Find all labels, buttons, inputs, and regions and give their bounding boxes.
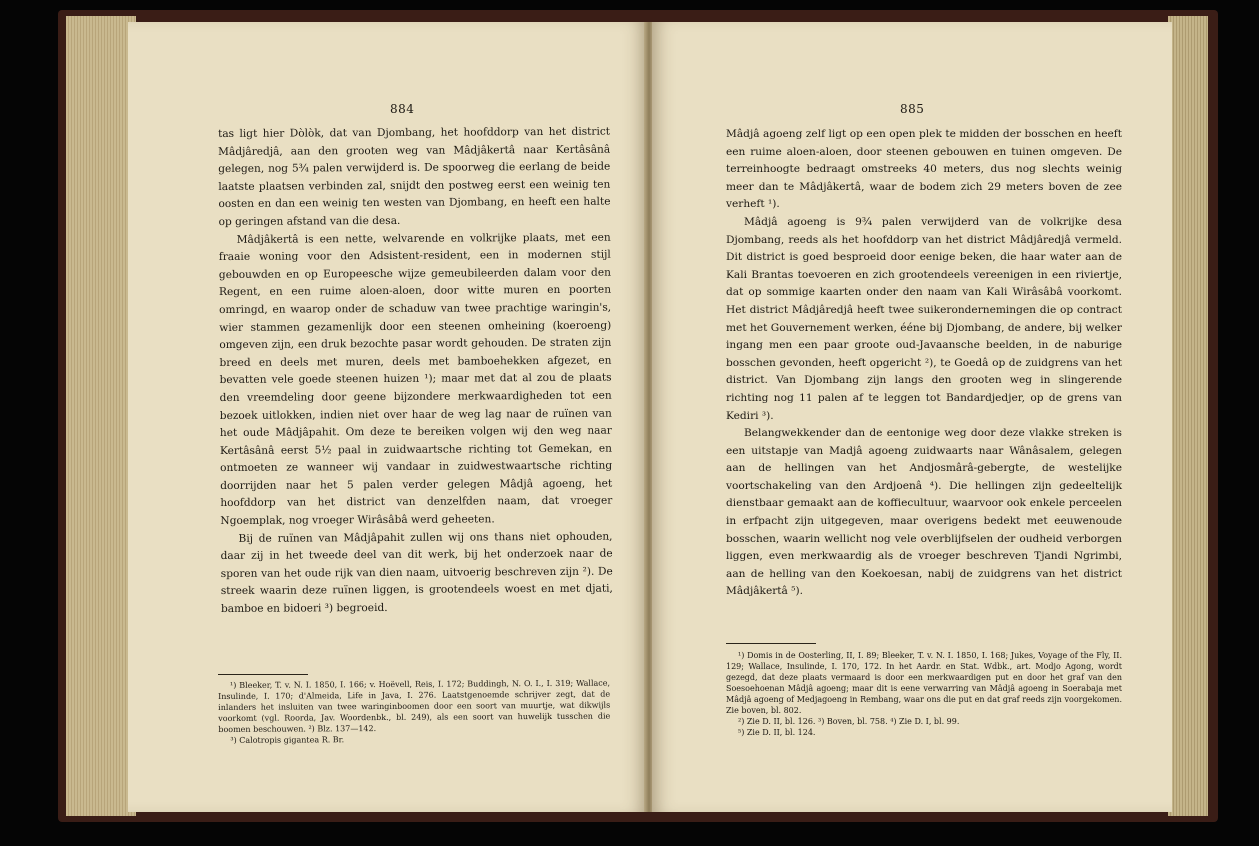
paragraph: Belangwekkender dan de eentonige weg door deze vlakke streken is een uitstapje van Madjâ agoeng zuidwaarts naar Wânâsalem, gelegen aan de hellingen van het Andjosmârâ-gebergte, de westelijke voortschakeling van den Ardjoenâ ⁴). Die hellingen zijn gedeeltelijk dienstbaar gemaakt aan de koffiecultuur, waarvoor ook enkele perceelen in erfpacht zijn uitgegeven, maar overigens bedekt met eeuwenoude bosschen, waarin wellicht nog vele overblijfselen der oudheid verborgen liggen, even merkwaardig als de vroeger beschreven Tjandi Ngrimbi, aan de helling van den Koekoesan, nabij de zuidgrens van het district Mâdjâkertâ ⁵). — [726, 427, 1122, 598]
paragraph: Mâdjâkertâ is een nette, welvarende en volkrijke plaats, met een fraaie woning voor den Adsistent-resident, een in modernen stijl gebouwden en op Europeesche wijze gemeubileerden dalam voor den Regent, en een ruime aloen-aloen, door witte muren en poorten omringd, en waarop onder de schaduw van twee prachtige waringin's, wier stammen gezamenlijk door een steenen omheining (koeroeng) omgeven zijn, een druk bezochte pasar wordt gehouden. De straten zijn breed en deels met muren, deels met bamboehekken afgezet, en bevatten vele goede steenen huizen ¹); maar met dat al zou de plaats den vreemdeling door geene bijzondere merkwaardigheden tot een bezoek uitlokken, indien niet over haar de weg lag naar de ruïnen van het oude Mâdjâpahit. Om deze te bereiken volgen wij den weg naar Kertâsânâ eerst 5½ paal in zuidwaartsche richting tot Gemekan, en ontmoeten ze wanneer wij vandaar in zuidwestwaartsche richting doorrijden naar het 5 palen verder gelegen Mâdjâ agoeng, het hoofddorp van het district van denzelfden naam, dat vroeger Ngoemplak, nog vroeger Wirâsâbâ werd geheeten. — [218, 231, 613, 528]
body-text — [218, 124, 613, 619]
paragraph: Bij de ruïnen van Mâdjâpahit zullen wij ons thans niet ophouden, daar zij in het tweede deel van dit werk, bij het onderzoek naar de sporen van het oude rijk van dien naam, uitvoerig beschreven zijn ²). De streek waarin deze ruïnen liggen, is grootendeels woest en met djati, bamboe en bidoeri ³) begroeid. — [220, 530, 613, 616]
paragraph: tas ligt hier Dòlòk, dat van Djombang, het hoofddorp van het district Mâdjâredjâ, aan den grooten weg van Mâdjâkertâ naar Kertâsânâ gelegen, nog 5¾ palen verwijderd is. De spoorweg die eerlang de beide laatste plaatsen verbinden zal, snijdt den postweg eerst een weinig ten oosten en dan een weinig ten westen van Djombang, en heeft een halte op geringen afstand van die desa. — [218, 125, 611, 228]
footnote: ²) Zie D. II, bl. 126. ³) Boven, bl. 758. ⁴) Zie D. I, bl. 99. — [738, 717, 960, 726]
footnotes — [218, 678, 610, 746]
page-number: 885 — [900, 102, 925, 116]
footnote: ¹) Domis in de Oosterling, II, I. 89; Bleeker, T. v. N. I. 1850, I. 168; Jukes, Voyage of the Fly, II. 129; Wallace, Insulinde, I. 170, 172. In het Aardr. en Stat. Wdbk., art. Modjo Agong, wordt gezegd, dat deze plaats vermaard is door een merkwaardigen put en door het graf van den Soesoehoenan Mâdjâ agoeng; maar dit is eene verwarring van Mâdjâ agoeng in Soerabaja met Mâdjâ agoeng of Medjagoeng in Rembang, waar ons die put en dat graf reeds zijn voorgekomen. Zie boven, bl. 802. — [726, 651, 1122, 715]
footnote: ³) Calotropis gigantea R. Br. — [230, 735, 345, 745]
footnotes — [726, 650, 1122, 738]
paragraph: Mâdjâ agoeng zelf ligt op een open plek te midden der bosschen en heeft een ruime aloen-aloen, door steenen gebouwen en tuinen omgeven. De terreinhoogte bedraagt omstreeks 40 meters, dus nog slechts weinig meer dan te Mâdjâkertâ, waar de bodem zich 29 meters boven de zee verheft ¹). — [726, 128, 1122, 211]
footnote: ⁵) Zie D. II, bl. 124. — [738, 728, 816, 737]
right-page — [652, 22, 1172, 812]
footnote-divider — [726, 643, 816, 644]
footnote: ¹) Bleeker, T. v. N. I. 1850, I. 166; v. Hoëvell, Reis, I. 172; Buddingh, N. O. I., I. 319; Wallace, Insulinde, I. 170; d'Almeida, Life in Java, I. 276. Laatstgenoemde schrijver zegt, dat de inlanders het insluiten van twee waringinboomen door een soort van muurtje, wat dikwijls voorkomt (vgl. Roorda, Jav. Woordenbk., bl. 249), als een soort van huwelijk tusschen die boomen beschouwen. ²) Blz. 137—142. — [218, 678, 611, 734]
page-edges-right — [1168, 16, 1208, 816]
page-edges-left — [66, 16, 136, 816]
paragraph: Mâdjâ agoeng is 9¾ palen verwijderd van de volkrijke desa Djombang, reeds als het hoofddorp van het district Mâdjâredjâ vermeld. Dit district is goed besproeid door eenige beken, die haar water aan de Kali Brantas toevoeren en zich grootendeels vereenigen in een riviertje, dat op sommige kaarten onder den naam van Kali Wirâsâbâ voorkomt. Het district Mâdjâredjâ heeft twee suikerondernemingen die op contract met het Gouvernement werken, ééne bij Djombang, de andere, bij welker ingang men een paar groote oud-Javaansche beelden, in de naburige bosschen gevonden, heeft opgericht ²), te Goedâ op de zuidgrens van het district. Van Djombang zijn langs den grooten weg in slingerende richting nog 11 palen af te leggen tot Bandardjedjer, op de grens van Kediri ³). — [726, 215, 1122, 422]
left-page — [128, 22, 646, 812]
footnote-divider — [218, 674, 308, 675]
body-text — [726, 126, 1122, 601]
page-number: 884 — [390, 102, 415, 116]
